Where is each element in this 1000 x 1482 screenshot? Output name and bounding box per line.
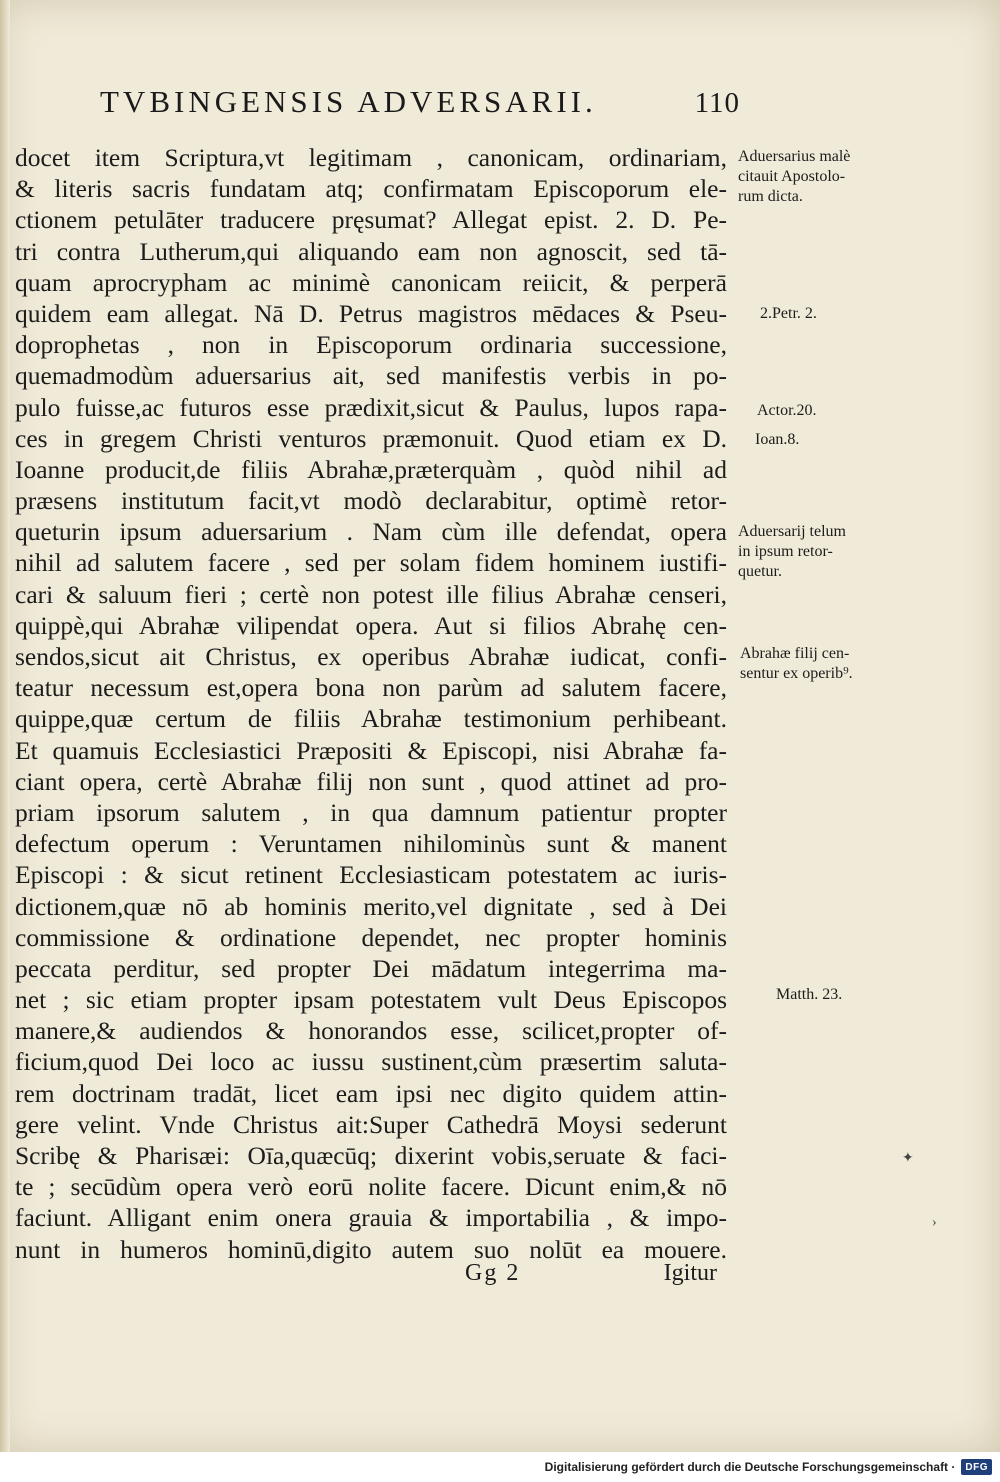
text-line: quidem eam allegat. Nā D. Petrus magistros mēdaces & Pseu- [15,298,727,328]
text-line: pulo fuisse,ac futuros esse prædixit,sicut & Paulus, lupos rapa- [15,392,727,422]
text-line: queturin ipsum aduersarium . Nam cùm ille defendat, opera [15,517,727,547]
marginal-note-line: Aduersarius malè [738,148,851,165]
marginal-note [740,644,900,684]
text-line: ces in gregem Christi venturos præmonuit. Quod etiam ex D. [15,423,727,453]
folio-number: 110 [694,87,740,119]
dfg-logo-icon: DFG [961,1459,992,1475]
signature-mark: Gg 2 [465,1260,521,1286]
text-line: commissione & ordinatione dependet, nec propter hominis [15,922,727,952]
catchword: Igitur [663,1260,717,1286]
text-line: quam aprocrypham ac minimè canonicam reiicit, & perperā [15,267,727,297]
text-line: ficium,quod Dei loco ac iussu sustinent,cùm præsertim saluta- [15,1047,727,1077]
text-line: & literis sacris fundatam atq; confirmatam Episcoporum ele- [15,174,727,204]
text-line: Et quamuis Ecclesiastici Præpositi & Episcopi, nisi Abrahæ fa- [15,735,727,765]
text-line: teatur necessum est,opera bona non parùm ad salutem facere, [15,673,727,703]
page-gutter-edge [0,0,10,1452]
text-line: rem doctrinam tradāt, licet eam ipsi nec digito quidem attin- [15,1078,727,1108]
marginal-note-line: in ipsum retor- [738,543,833,560]
text-line: net ; sic etiam propter ipsam potestatem vult Deus Episcopos [15,985,727,1015]
text-line: defectum operum : Veruntamen nihilominùs sunt & manent [15,829,727,859]
marginal-note [757,401,917,421]
text-line: ctionem petulāter traducere pręsumat? Allegat epist. 2. D. Pe- [15,205,727,235]
marginal-note-line: quetur. [738,563,782,580]
text-line: docet item Scriptura,vt legitimam , canonicam, ordinariam, [15,143,727,172]
body-text-block [15,142,727,1265]
signature-line [465,1260,717,1290]
text-line: Ioanne producit,de filiis Abrahæ,præterquàm , quòd nihil ad [15,454,727,484]
text-line: nunt in humeros hominū,digito autem suo nolūt ea mouere. [15,1234,727,1264]
text-line: te ; secūdùm opera verò eorū nolite facere. Dicunt enim,& nō [15,1172,727,1202]
text-line: Scribę & Pharisæi: Oīa,quæcūq; dixerint vobis,seruate & faci- [15,1141,727,1170]
text-line: quemadmodùm aduersarius ait, sed manifestis verbis in po- [15,361,727,391]
marginal-note-line: sentur ex operib⁹. [740,665,853,682]
text-line: cari & saluum fieri ; certè non potest ille filius Abrahæ censeri, [15,579,727,609]
marginal-note-line: Aduersarij telum [738,523,846,540]
marginal-note [760,304,920,324]
text-line: præsens institutum facit,vt modò declarabitur, optimè retor- [15,486,727,516]
text-line: doprophetas , non in Episcoporum ordinaria successione, [15,330,727,360]
funding-credit: Digitalisierung gefördert durch die Deutsche Forschungsgemeinschaft · [544,1460,956,1474]
text-line: sendos,sicut ait Christus, ex operibus Abrahæ iudicat, confi- [15,642,727,671]
text-line: gere velint. Vnde Christus ait:Super Cathedrā Moysi sederunt [15,1109,727,1139]
digitization-footer [0,1452,1000,1482]
marginal-note-line: Ioan.8. [755,431,800,448]
text-line: quippe,quæ certum de filiis Abrahæ testimonium perhibeant. [15,704,727,734]
text-line: peccata perditur, sed propter Dei mādatum integerrima ma- [15,953,727,983]
text-line: manere,& audiendos & honorandos esse, scilicet,propter of- [15,1016,727,1046]
marginal-note [738,522,898,582]
marginal-note-line: Abrahæ filij cen- [740,645,850,662]
text-line: ciant opera, certè Abrahæ filij non sunt , quod attinet ad pro- [15,766,727,796]
text-line: tri contra Lutherum,qui aliquando eam non agnoscit, sed tā- [15,236,727,266]
text-line: priam ipsorum salutem , in qua damnum patientur propter [15,797,727,827]
marginal-note-line: 2.Petr. 2. [760,305,817,322]
text-line: nihil ad salutem facere , sed per solam fidem hominem iustifi- [15,548,727,578]
stray-ink-mark: ✦ [902,1151,914,1166]
marginal-note [738,147,898,207]
running-head [100,84,740,130]
marginal-note-line: Actor.20. [757,402,817,419]
stray-ink-mark: › [932,1215,937,1230]
marginal-note [776,985,936,1005]
marginal-note [755,430,915,450]
marginal-note-line: rum dicta. [738,188,803,205]
running-title: TVBINGENSIS ADVERSARII. [100,84,597,119]
text-line: quippè,qui Abrahæ vilipendat opera. Aut si filios Abrahę cen- [15,610,727,640]
text-line: Episcopi : & sicut retinent Ecclesiasticam potestatem ac iuris- [15,860,727,890]
text-line: faciunt. Alligant enim onera grauia & importabilia , & impo- [15,1203,727,1233]
text-line: dictionem,quæ nō ab hominis merito,vel dignitate , sed à Dei [15,891,727,921]
marginal-note-line: citauit Apostolo- [738,168,846,185]
marginal-note-line: Matth. 23. [776,986,843,1003]
